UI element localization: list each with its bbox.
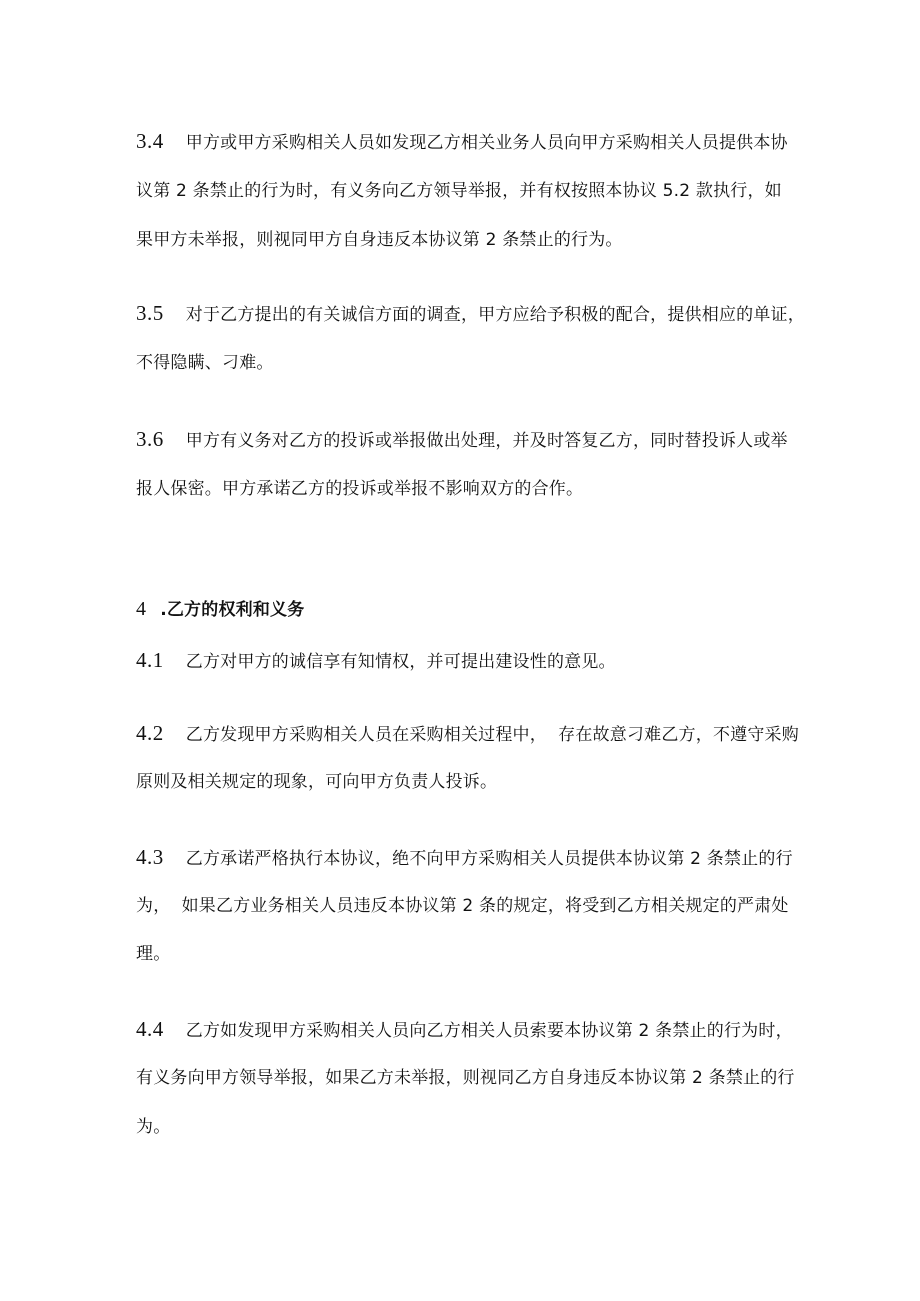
clause-4-1-line-1 [136, 648, 806, 674]
clause-4-3-line-1 [136, 845, 806, 871]
clause-3-5-line-1 [136, 301, 806, 327]
clause-4-4-line-3: 为。 [136, 1117, 171, 1137]
clause-4-3-line-2: 为， 如果乙方业务相关人员违反本协议第 2 条的规定，将受到乙方相关规定的严肃处 [136, 896, 789, 916]
clause-number: 3.5 [136, 301, 164, 325]
clause-number: 3.4 [136, 129, 164, 153]
clause-4-2-line-1 [136, 721, 806, 747]
clause-number: 4.2 [136, 721, 164, 745]
clause-number: 3.6 [136, 427, 164, 451]
section-heading [136, 597, 806, 622]
section-title: .乙方的权利和义务 [160, 600, 305, 620]
clause-number: 4.3 [136, 845, 164, 869]
clause-3-4-line-3: 果甲方未举报，则视同甲方自身违反本协议第 2 条禁止的行为。 [136, 230, 623, 250]
clause-text: 乙方对甲方的诚信享有知情权，并可提出建设性的意见。 [185, 652, 616, 672]
clause-4-2-line-2: 原则及相关规定的现象，可向甲方负责人投诉。 [136, 772, 498, 792]
clause-text: 甲方或甲方采购相关人员如发现乙方相关业务人员向甲方采购相关人员提供本协 [185, 133, 788, 153]
clause-3-4-line-1 [136, 129, 806, 155]
clause-4-4-line-2: 有义务向甲方领导举报，如果乙方未举报，则视同乙方自身违反本协议第 2 条禁止的行 [136, 1068, 795, 1088]
clause-text: 乙方承诺严格执行本协议，绝不向甲方采购相关人员提供本协议第 2 条禁止的行 [185, 849, 793, 869]
clause-text: 甲方有义务对乙方的投诉或举报做出处理，并及时答复乙方，同时替投诉人或举 [185, 431, 788, 451]
clause-4-4-line-1 [136, 1017, 806, 1043]
clause-3-5-line-2: 不得隐瞒、刁难。 [136, 353, 274, 373]
clause-text: 乙方发现甲方采购相关人员在采购相关过程中， 存在故意刁难乙方，不遵守采购 [185, 725, 799, 745]
clause-number: 4.4 [136, 1017, 164, 1041]
clause-text: 对于乙方提出的有关诚信方面的调查，甲方应给予积极的配合，提供相应的单证， [185, 305, 805, 325]
clause-3-4-line-2: 议第 2 条禁止的行为时，有义务向乙方领导举报，并有权按照本协议 5.2 款执行，如 [136, 181, 782, 201]
clause-3-6-line-1 [136, 427, 806, 453]
section-number: 4 [136, 598, 147, 620]
clause-number: 4.1 [136, 648, 164, 672]
clause-4-3-line-3: 理。 [136, 944, 171, 964]
clause-text: 乙方如发现甲方采购相关人员向乙方相关人员索要本协议第 2 条禁止的行为时， [185, 1021, 793, 1041]
clause-3-6-line-2: 报人保密。甲方承诺乙方的投诉或举报不影响双方的合作。 [136, 479, 584, 499]
